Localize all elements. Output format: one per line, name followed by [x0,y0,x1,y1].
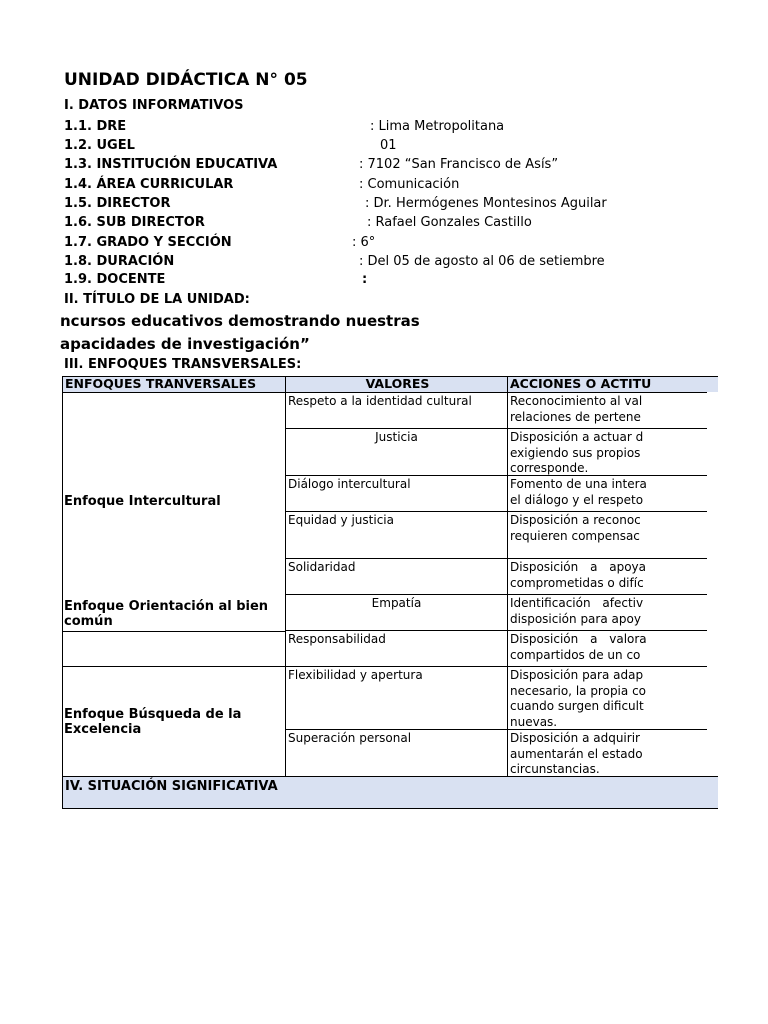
accion-line: requieren compensac [510,528,640,543]
valor-justicia: Justicia [375,430,418,444]
accion-line: Identificación afectiv [510,596,644,610]
info-label-docente: 1.9. DOCENTE [64,272,166,287]
accion-cell [507,511,718,559]
info-label-dre: 1.1. DRE [64,119,127,134]
info-label-grado: 1.7. GRADO Y SECCIÓN [64,235,232,250]
column-clip-mask [707,392,718,776]
info-value-dre: : Lima Metropolitana [370,119,505,134]
accion-cell [507,630,718,667]
section-situacion-significativa-title: IV. SITUACIÓN SIGNIFICATIVA [65,779,278,794]
unit-title-line-2: apacidades de investigación” [60,335,310,353]
section-titulo-unidad-title: II. TÍTULO DE LA UNIDAD: [64,292,250,307]
accion-line: Disposición a actuar d [510,430,644,444]
accion-line: aumentarán el estado [510,746,643,761]
info-value-docente: : [362,272,368,287]
accion-cell [507,475,718,512]
enfoque-cell-empty [62,631,286,667]
accion-line: circunstancias. [510,762,600,776]
accion-line: Disposición a reconoc [510,513,641,527]
valor-cell [285,475,508,512]
table-header-acciones: ACCIONES O ACTITU [507,376,718,393]
accion-line: cuando surgen dificult [510,699,644,713]
accion-line: exigiendo sus propios [510,445,641,460]
section-datos-informativos-title: I. DATOS INFORMATIVOS [64,98,244,113]
accion-line: Disposición a valora [510,632,647,646]
accion-line: el diálogo y el respeto [510,492,644,507]
enfoque-bien-comun: Enfoque Orientación al bien común [64,599,269,629]
table-header-enfoques: ENFOQUES TRANVERSALES [62,376,286,393]
valor-superacion-personal: Superación personal [288,731,412,745]
accion-line: Disposición a adquirir [510,731,640,745]
accion-cell [507,558,718,595]
accion-line: relaciones de pertene [510,409,641,424]
info-value-grado: : 6° [352,235,376,250]
unit-title-line-1: ncursos educativos demostrando nuestras [60,312,420,330]
accion-line: Reconocimiento al val [510,394,643,408]
info-value-ugel: 01 [380,138,397,153]
accion-cell [507,428,718,476]
accion-line: disposición para apoy [510,611,641,626]
info-label-ugel: 1.2. UGEL [64,138,135,153]
enfoques-table [62,376,718,810]
accion-line: Fomento de una intera [510,477,647,491]
info-label-director: 1.5. DIRECTOR [64,196,171,211]
accion-line: necesario, la propia co [510,683,647,698]
valor-cell [285,594,508,631]
accion-line: Disposición a apoya [510,560,646,574]
section-enfoques-title: III. ENFOQUES TRANSVERSALES: [64,357,302,372]
accion-cell [507,666,718,730]
info-value-duracion: : Del 05 de agosto al 06 de setiembre [359,254,605,269]
accion-line: corresponde. [510,461,589,475]
valor-cell [285,428,508,476]
info-label-area: 1.4. ÁREA CURRICULAR [64,177,234,192]
enfoque-cell-merged [62,392,286,632]
accion-line: nuevas. [510,714,558,729]
info-label-institucion: 1.3. INSTITUCIÓN EDUCATIVA [64,157,278,172]
valor-cell [285,558,508,595]
valor-solidaridad: Solidaridad [288,560,356,574]
accion-line: comprometidas o difíc [510,575,644,590]
accion-line: Disposición para adap [510,668,644,682]
valor-respeto-identidad: Respeto a la identidad cultural [288,394,472,408]
table-header-valores: VALORES [285,376,508,393]
info-value-director: : Dr. Hermógenes Montesinos Aguilar [365,196,607,211]
valor-flexibilidad-apertura: Flexibilidad y apertura [288,668,423,682]
info-value-area: : Comunicación [359,177,460,192]
valor-responsabilidad: Responsabilidad [288,632,386,646]
valor-empatia: Empatía [371,596,422,610]
valor-equidad-justicia: Equidad y justicia [288,513,394,527]
accion-cell [507,729,718,777]
valor-cell [285,666,508,730]
valor-dialogo-intercultural: Diálogo intercultural [288,477,411,491]
situacion-significativa-row [62,776,718,809]
info-label-subdirector: 1.6. SUB DIRECTOR [64,215,205,230]
valor-cell [285,511,508,559]
valor-cell [285,630,508,667]
info-value-institucion: : 7102 “San Francisco de Asís” [359,157,559,172]
enfoque-intercultural: Enfoque Intercultural [64,494,221,509]
valor-cell [285,729,508,777]
accion-line: compartidos de un co [510,647,641,662]
accion-cell [507,392,718,429]
accion-cell [507,594,718,631]
info-value-subdirector: : Rafael Gonzales Castillo [367,215,532,230]
info-label-duracion: 1.8. DURACIÓN [64,254,175,269]
valor-cell [285,392,508,429]
document-title: UNIDAD DIDÁCTICA N° 05 [64,70,308,90]
enfoque-busqueda-excelencia: Enfoque Búsqueda de la Excelencia [64,707,242,737]
